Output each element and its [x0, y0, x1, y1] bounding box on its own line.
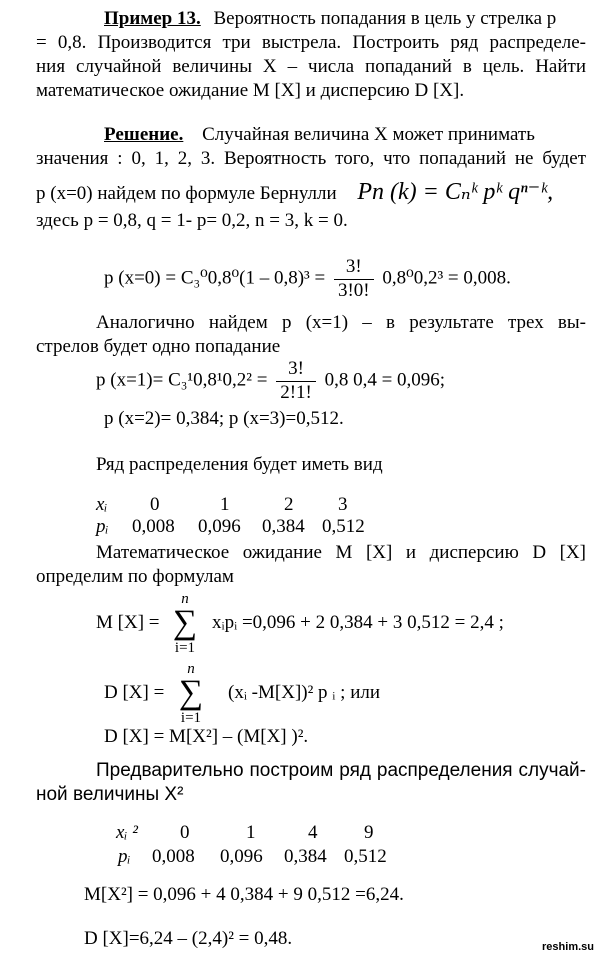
eq5-sum-upper: n: [187, 661, 195, 677]
expectation-line-2: определим по формулам: [36, 566, 234, 587]
table1-header-x: xᵢ: [96, 494, 108, 515]
eq4-left: M [X] =: [96, 612, 160, 633]
solution-title: Решение.: [104, 124, 184, 145]
distribution-caption: Ряд распределения будет иметь вид: [96, 454, 383, 475]
eq5-right: (xᵢ -M[X])² p ᵢ ; или: [228, 682, 381, 703]
eq2-fraction: [276, 358, 316, 405]
table1-x-value: 0: [150, 494, 160, 515]
eq2-right: 0,8 0,4 = 0,096;: [324, 369, 446, 391]
table2-x-value: 4: [308, 822, 318, 843]
eq2-numerator: 3!: [276, 358, 316, 382]
example-title-line: [104, 8, 556, 31]
preliminary-line-1: Предварительно построим ряд распределения случай-: [96, 760, 586, 781]
bernoulli-formula: Pn (k) = Cₙᵏ pᵏ qⁿ⁻ᵏ,: [357, 179, 554, 205]
equation-variance-alt: D [X] = M[X²] – (M[X] )².: [104, 726, 309, 747]
solution-title-line: [104, 124, 535, 147]
solution-line-3-text: p (x=0) найдем по формуле Бернулли: [36, 183, 337, 204]
preliminary-line-2: ной величины X²: [36, 784, 184, 805]
table2-p-value: 0,512: [344, 846, 387, 867]
table2-p-value: 0,096: [220, 846, 263, 867]
eq5-sum: [176, 660, 206, 727]
solution-line-3: [36, 178, 553, 207]
example-title: Пример 13.: [104, 8, 201, 29]
eq5-left: D [X] =: [104, 682, 165, 703]
example-intro: Вероятность попадания в цель у стрелка p: [213, 8, 557, 29]
sigma-icon: ∑: [178, 674, 204, 711]
sigma-icon: ∑: [172, 604, 198, 641]
analogous-line-1: Аналогично найдем p (x=1) – в результате трех вы-: [96, 312, 586, 333]
table1-p-value: 0,096: [198, 516, 241, 537]
eq2-denominator: 2!1!: [280, 381, 312, 403]
table2-p-value: 0,384: [284, 846, 327, 867]
equation-p-x0: [104, 256, 511, 303]
table2-x-value: 9: [364, 822, 374, 843]
table1-x-value: 3: [338, 494, 348, 515]
eq4-sum: [170, 590, 200, 657]
eq1-right: 0,8⁰0,2³ = 0,008.: [382, 267, 511, 289]
equation-expectation-squared: M[X²] = 0,096 + 4 0,384 + 9 0,512 =6,24.: [84, 884, 404, 905]
eq2-left: p (x=1)= C₃¹0,8¹0,2² =: [96, 369, 268, 391]
solution-line-2: значения : 0, 1, 2, 3. Вероятность того, что попаданий не будет: [36, 148, 586, 169]
table1-x-value: 2: [284, 494, 294, 515]
eq1-left: p (x=0) = C₃⁰0,8⁰(1 – 0,8)³ =: [104, 267, 326, 289]
equation-p-x2-x3: p (x=2)= 0,384; p (x=3)=0,512.: [104, 408, 344, 429]
eq4-sum-lower: i=1: [174, 639, 196, 656]
table2-x-value: 0: [180, 822, 190, 843]
example-line-4: математическое ожидание M [X] и дисперсию D [X].: [36, 80, 465, 101]
example-line-3: ния случайной величины X – числа попаданий в цель. Найти: [36, 56, 586, 77]
table2-header-x: xᵢ ²: [116, 822, 138, 843]
eq4-sum-upper: n: [181, 591, 189, 607]
analogous-line-2: стрелов будет одно попадание: [36, 336, 281, 357]
table1-p-value: 0,008: [132, 516, 175, 537]
example-line-2: = 0,8. Производится три выстрела. Построить ряд распределе-: [36, 32, 586, 53]
eq1-fraction: [334, 256, 374, 303]
solution-intro: Случайная величина X может принимать: [202, 124, 535, 145]
watermark: reshim.su: [542, 940, 594, 953]
solution-line-4: здесь p = 0,8, q = 1- p= 0,2, n = 3, k = 0.: [36, 210, 348, 231]
table2-header-p: pᵢ: [118, 846, 131, 867]
eq1-numerator: 3!: [334, 256, 374, 280]
equation-p-x1: [96, 358, 445, 405]
table2-p-value: 0,008: [152, 846, 195, 867]
eq4-right: xᵢpᵢ =0,096 + 2 0,384 + 3 0,512 = 2,4 ;: [212, 612, 504, 633]
table1-p-value: 0,512: [322, 516, 365, 537]
equation-variance-result: D [X]=6,24 – (2,4)² = 0,48.: [84, 928, 293, 949]
table1-header-p: pᵢ: [96, 516, 109, 537]
table2-x-value: 1: [246, 822, 256, 843]
expectation-line-1: Математическое ожидание M [X] и дисперсию D [X]: [96, 542, 586, 563]
table1-x-value: 1: [220, 494, 230, 515]
table1-p-value: 0,384: [262, 516, 305, 537]
eq1-denominator: 3!0!: [337, 279, 370, 301]
eq5-sum-lower: i=1: [180, 709, 202, 726]
